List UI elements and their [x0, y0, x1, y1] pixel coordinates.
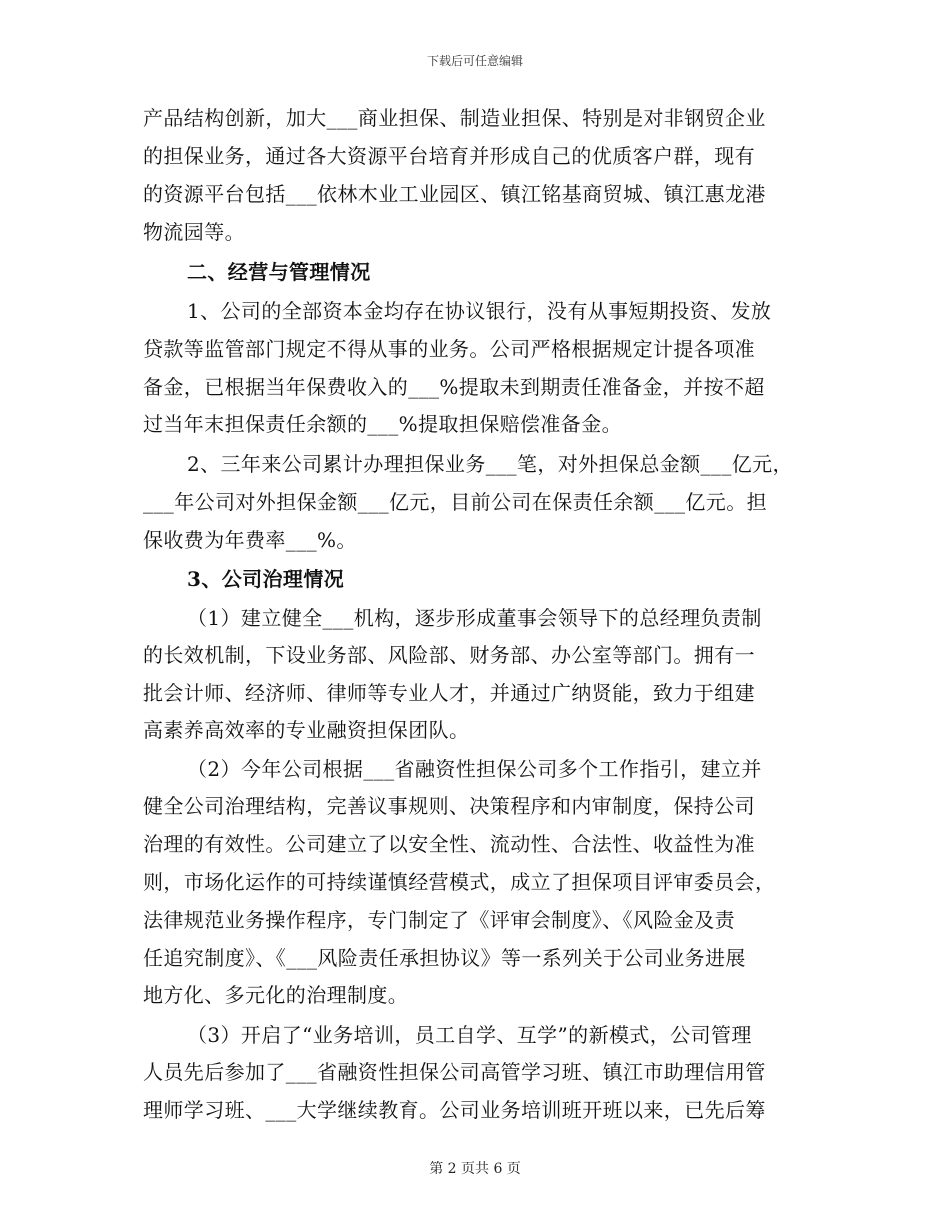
- paragraph-line: （2）今年公司根据___省融资性担保公司多个工作指引，建立并: [187, 757, 762, 781]
- page-header: 下载后可任意编辑: [426, 54, 523, 68]
- paragraph-line: 批会计师、经济师、律师等专业人才，并通过广纳贤能，致力于组建: [143, 681, 755, 705]
- paragraph-line: 健全公司治理结构，完善议事规则、决策程序和内审制度，保持公司: [143, 794, 755, 818]
- paragraph-line: 的长效机制，下设业务部、风险部、财务部、办公室等部门。拥有一: [143, 643, 755, 667]
- paragraph-line: 地方化、多元化的治理制度。: [143, 983, 409, 1007]
- paragraph-line: 贷款等监管部门规定不得从事的业务。公司严格根据规定计提各项准: [143, 337, 755, 361]
- paragraph-line: （3）开启了“业务培训，员工自学、互学”的新模式，公司管理: [187, 1023, 752, 1047]
- paragraph-line: 的担保业务，通过各大资源平台培育并形成自己的优质客户群，现有: [143, 144, 755, 168]
- paragraph-line: 保收费为年费率___%。: [143, 528, 357, 552]
- paragraph-line: 则，市场化运作的可持续谨慎经营模式，成立了担保项目评审委员会，: [143, 870, 776, 894]
- paragraph-line: 法律规范业务操作程序，专门制定了《评审会制度》、《风险金及责: [143, 908, 735, 932]
- paragraph-line: 备金，已根据当年保费收入的___%提取未到期责任准备金，并按不超: [143, 375, 765, 399]
- paragraph-line: 人员先后参加了___省融资性担保公司高管学习班、镇江市助理信用管: [143, 1060, 766, 1084]
- paragraph-line: 的资源平台包括___依林木业工业园区、镇江铭基商贸城、镇江惠龙港: [143, 182, 766, 206]
- paragraph-line: 2、三年来公司累计办理担保业务___笔，对外担保总金额___亿元，: [187, 452, 793, 476]
- section-heading: 3、公司治理情况: [187, 567, 345, 591]
- paragraph-line: 理师学习班、___大学继续教育。公司业务培训班开班以来，已先后筹: [143, 1098, 766, 1122]
- paragraph-line: ___年公司对外担保金额___亿元，目前公司在保责任余额___亿元。担: [143, 490, 767, 514]
- paragraph-line: 物流园等。: [143, 220, 245, 244]
- paragraph-line: 产品结构创新，加大___商业担保、制造业担保、特别是对非钢贸企业: [143, 106, 766, 130]
- paragraph-line: 高素养高效率的专业融资担保团队。: [143, 718, 470, 742]
- paragraph-line: 治理的有效性。公司建立了以安全性、流动性、合法性、收益性为准: [143, 832, 755, 856]
- paragraph-line: 过当年末担保责任余额的___%提取担保赔偿准备金。: [143, 412, 623, 436]
- page-footer: 第 2 页共 6 页: [429, 1161, 521, 1177]
- paragraph-line: 1、公司的全部资本金均存在协议银行，没有从事短期投资、发放: [187, 299, 772, 323]
- paragraph-line: （1）建立健全___机构，逐步形成董事会领导下的总经理负责制: [187, 606, 762, 630]
- paragraph-line: 任追究制度》、《___风险责任承担协议》等一系列关于公司业务进展: [143, 946, 746, 970]
- section-heading: 二、经营与管理情况: [187, 260, 371, 284]
